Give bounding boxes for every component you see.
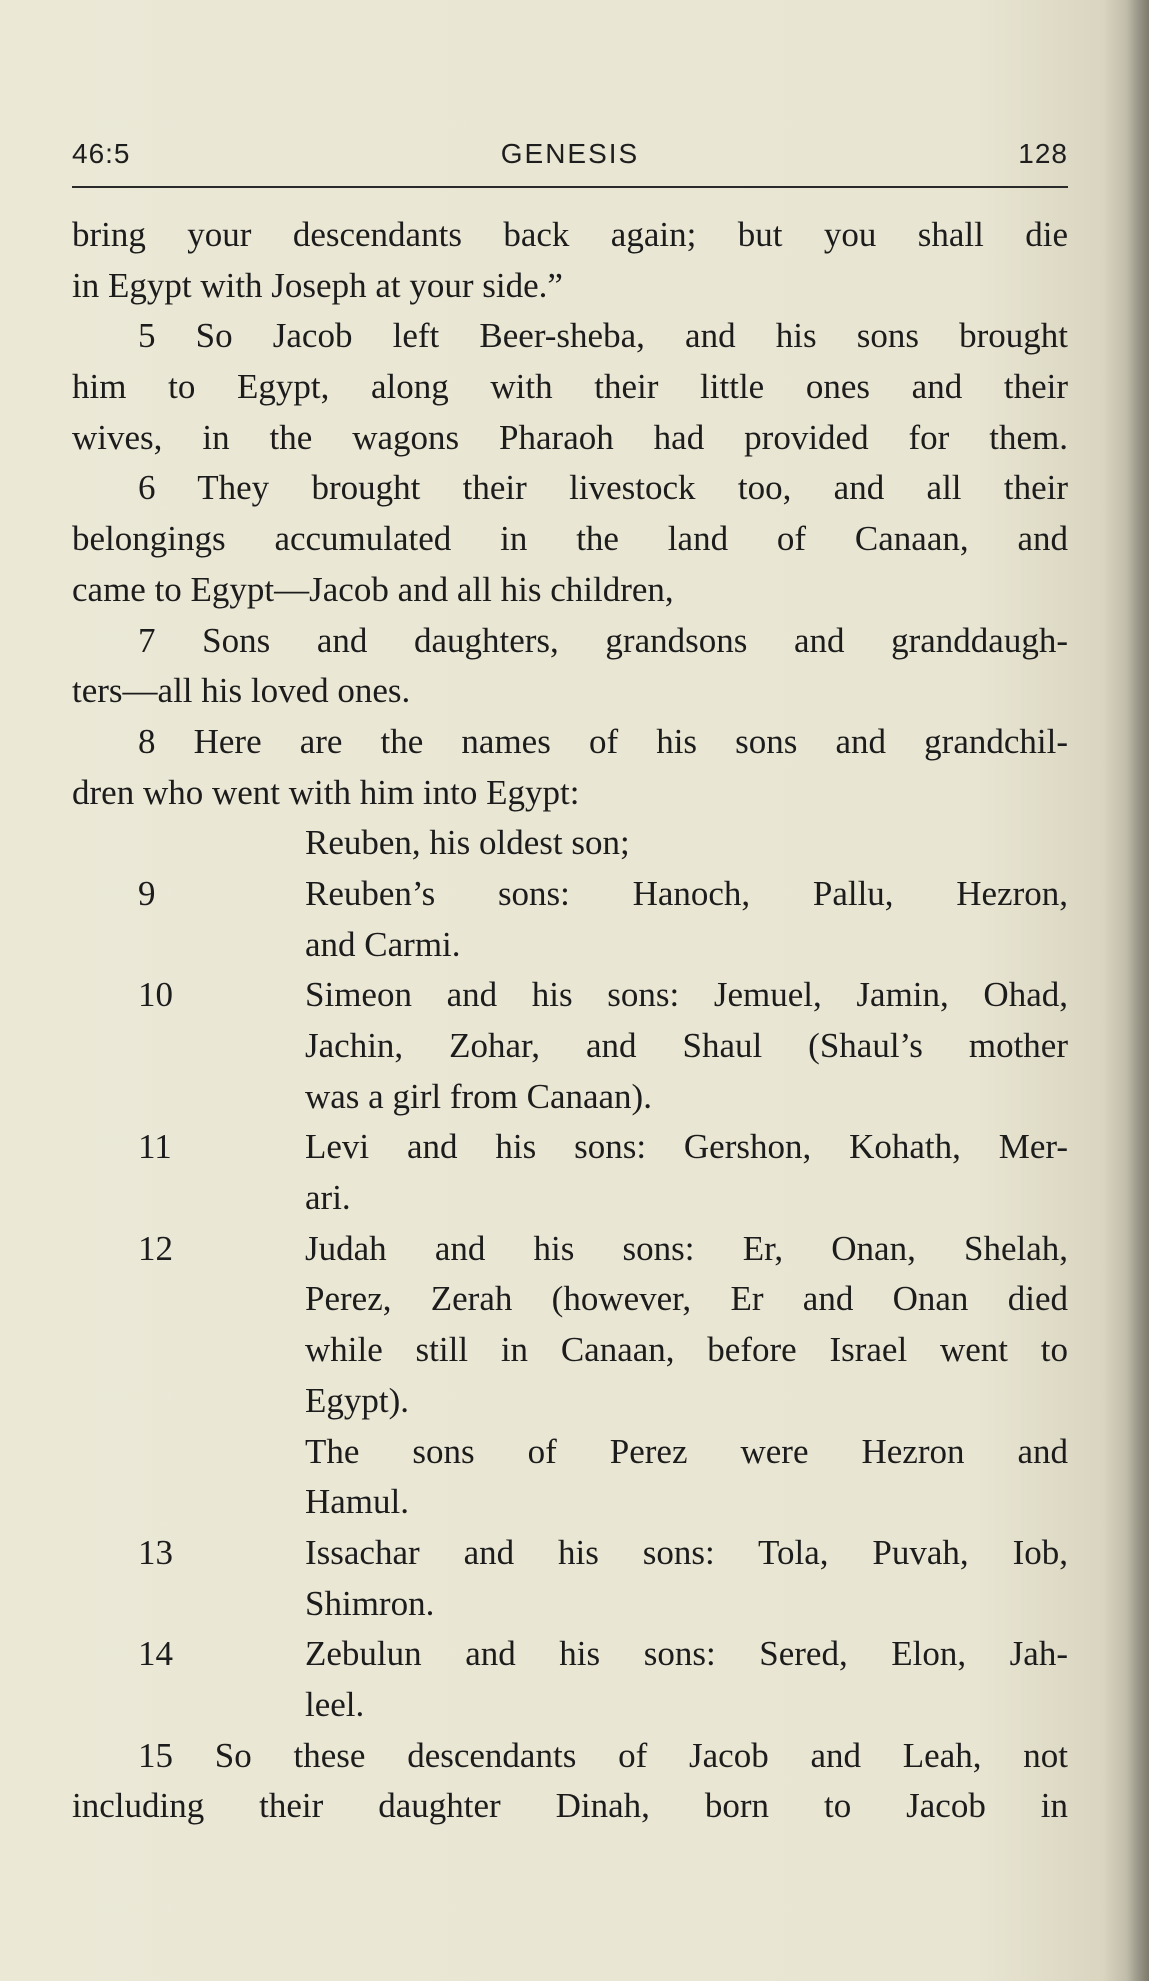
verse-8-line: 8 Here are the names of his sons and grandchil- — [138, 721, 1068, 761]
text-line: wives, in the wagons Pharaoh had provided for them. — [72, 417, 1068, 457]
text-line: belongings accumulated in the land of Canaan, and — [72, 519, 1068, 559]
list-entry: The sons of Perez were Hezron and — [305, 1431, 1068, 1471]
list-entry: Zebulun and his sons: Sered, Elon, Jah- — [305, 1634, 1068, 1674]
verse-7-line: 7 Sons and daughters, grandsons and granddaugh- — [138, 620, 1068, 660]
list-entry: ari. — [305, 1178, 351, 1218]
list-entry: Levi and his sons: Gershon, Kohath, Mer- — [305, 1127, 1068, 1167]
list-item — [72, 1528, 1072, 1579]
list-item — [72, 1274, 1072, 1325]
text-line: ters—all his loved ones. — [72, 671, 411, 711]
verse-number: 9 — [138, 873, 156, 913]
body-text — [72, 210, 1072, 1832]
book-title: GENESIS — [500, 138, 640, 169]
list-entry: Judah and his sons: Er, Onan, Shelah, — [305, 1228, 1068, 1268]
list-item — [72, 1427, 1072, 1478]
list-item — [72, 1072, 1072, 1123]
verse-5-line: 5 So Jacob left Beer-sheba, and his sons brought — [138, 316, 1068, 356]
verse-number: 14 — [138, 1634, 173, 1674]
list-entry: Perez, Zerah (however, Er and Onan died — [305, 1279, 1068, 1319]
text-line: bring your descendants back again; but you shall die — [72, 215, 1068, 254]
page-edge-shadow — [1127, 0, 1149, 1981]
verse-number: 11 — [138, 1127, 172, 1167]
page-number: 128 — [1018, 138, 1068, 169]
list-entry: Shimron. — [305, 1583, 435, 1623]
verse-number: 13 — [138, 1532, 173, 1572]
list-entry: and Carmi. — [305, 924, 461, 964]
list-item — [72, 1629, 1072, 1680]
list-entry: Reuben, his oldest son; — [305, 823, 630, 863]
list-item — [72, 1122, 1072, 1173]
list-item — [72, 970, 1072, 1021]
text-line: including their daughter Dinah, born to Jacob in — [72, 1786, 1068, 1826]
list-item — [72, 920, 1072, 971]
list-entry: while still in Canaan, before Israel went to — [305, 1330, 1068, 1370]
list-item — [72, 869, 1072, 920]
verse-number: 12 — [138, 1228, 173, 1268]
list-item — [72, 1376, 1072, 1427]
list-entry: Hamul. — [305, 1482, 410, 1522]
list-entry: Jachin, Zohar, and Shaul (Shaul’s mother — [305, 1026, 1068, 1065]
text-line: him to Egypt, along with their little ones and their — [72, 367, 1068, 407]
list-entry: Reuben’s sons: Hanoch, Pallu, Hezron, — [305, 873, 1068, 913]
list-entry: Egypt). — [305, 1380, 410, 1420]
text-line: came to Egypt—Jacob and all his children, — [72, 569, 674, 609]
list-item — [72, 1224, 1072, 1275]
list-item — [72, 1579, 1072, 1630]
running-head — [72, 138, 1068, 178]
list-item — [72, 1173, 1072, 1224]
chapter-verse-reference: 46:5 — [72, 138, 131, 169]
list-item — [72, 1021, 1072, 1072]
list-item — [72, 1680, 1072, 1731]
list-entry: Simeon and his sons: Jemuel, Jamin, Ohad, — [305, 975, 1068, 1015]
header-rule — [72, 186, 1068, 188]
list-entry: was a girl from Canaan). — [305, 1076, 652, 1116]
list-entry: leel. — [305, 1684, 365, 1724]
verse-6-line: 6 They brought their livestock too, and all their — [138, 468, 1068, 508]
text-line: dren who went with him into Egypt: — [72, 772, 580, 812]
list-item — [72, 818, 1072, 869]
list-item — [72, 1477, 1072, 1528]
list-entry: Issachar and his sons: Tola, Puvah, Iob, — [305, 1532, 1068, 1572]
list-item — [72, 1325, 1072, 1376]
verse-number: 10 — [138, 975, 173, 1015]
text-line: in Egypt with Joseph at your side.” — [72, 265, 563, 305]
verse-15-line: 15 So these descendants of Jacob and Leah, not — [138, 1735, 1068, 1775]
